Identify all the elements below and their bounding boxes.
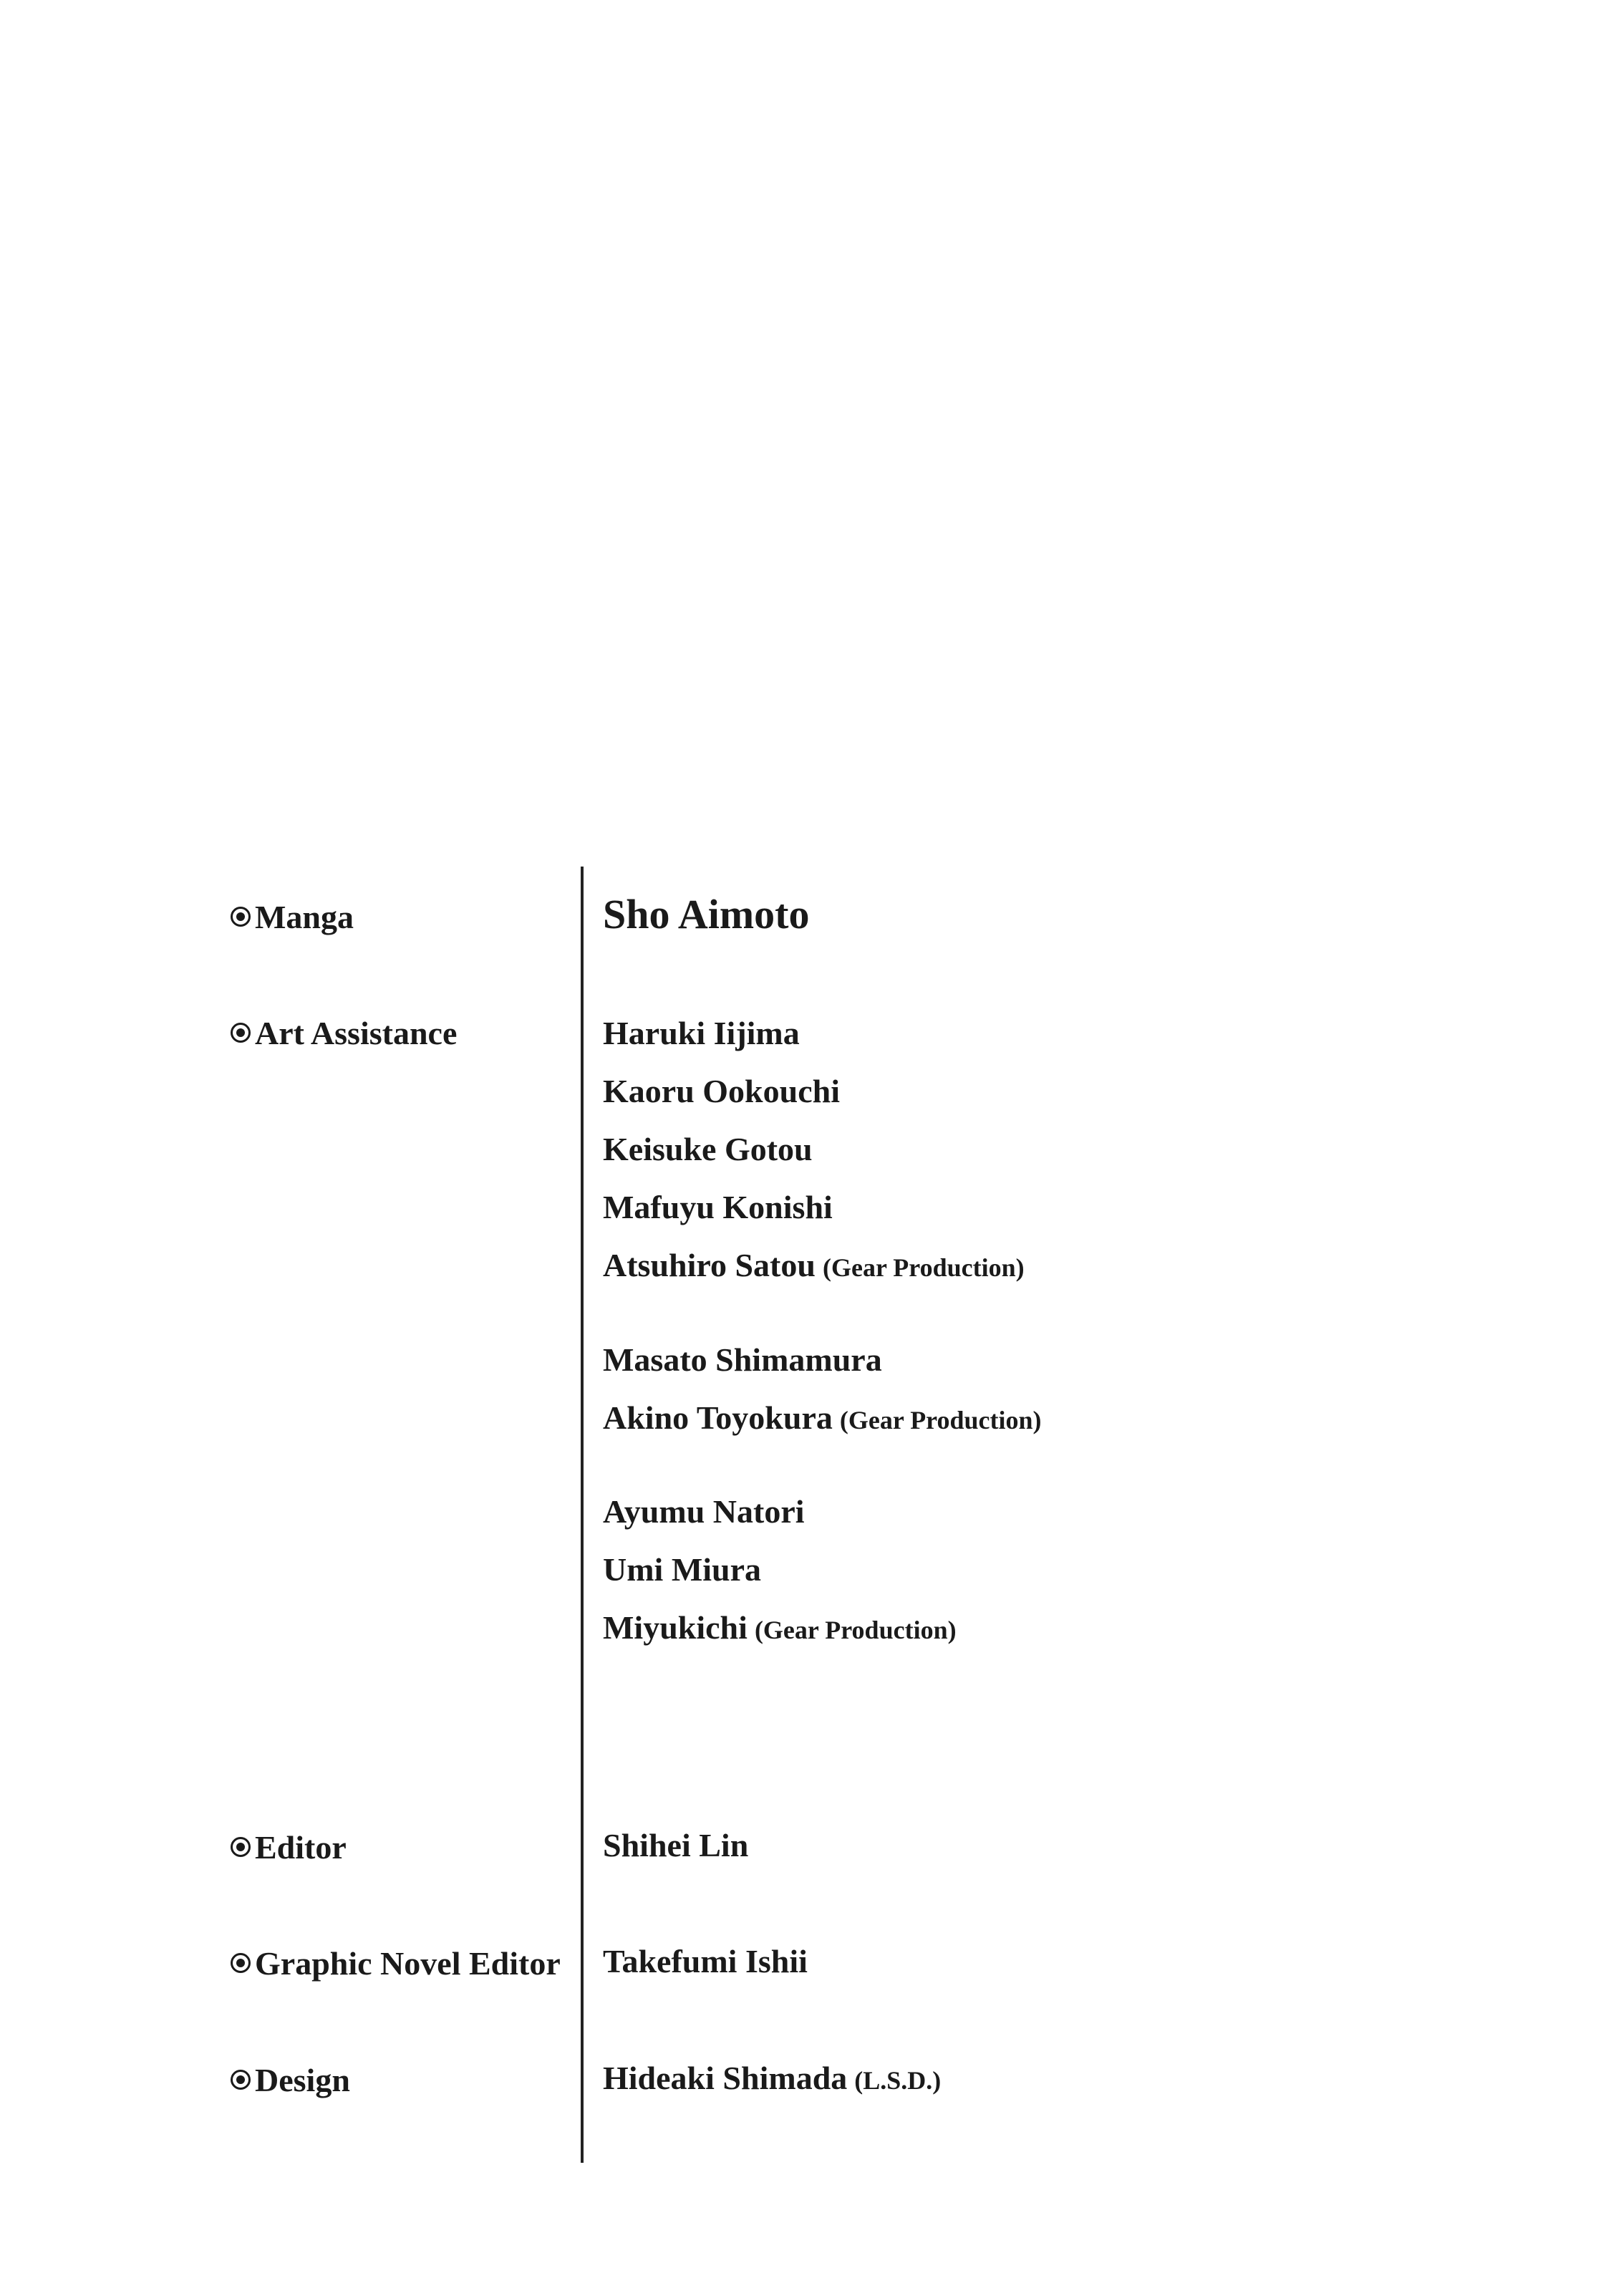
person-name: Miyukichi (603, 1609, 748, 1646)
person-name: Shihei Lin (603, 1827, 749, 1863)
role-art-assistance (231, 1017, 457, 1050)
person-name: Akino Toyokura (603, 1399, 833, 1436)
person-name: Masato Shimamura (603, 1341, 882, 1378)
bullet-icon (231, 1837, 251, 1857)
bullet-icon (231, 1953, 251, 1973)
role-editor (231, 1831, 347, 1864)
credit-name (603, 1945, 808, 1978)
person-name: Ayumu Natori (603, 1493, 805, 1530)
person-name: Umi Miura (603, 1551, 762, 1588)
role-design (231, 2064, 350, 2097)
credit-name (603, 1553, 761, 1586)
person-name: Hideaki Shimada (603, 2060, 848, 2096)
person-name: Kaoru Ookouchi (603, 1073, 841, 1109)
role-label: Art Assistance (255, 1015, 458, 1051)
credit-name (603, 1249, 1025, 1282)
role-graphic-novel-editor (231, 1947, 561, 1980)
role-label: Graphic Novel Editor (255, 1945, 561, 1982)
person-name: Takefumi Ishii (603, 1943, 808, 1979)
credit-name (603, 1399, 1042, 1436)
credit-name (603, 1829, 748, 1862)
role-label: Manga (255, 899, 354, 935)
affiliation: (Gear Production) (754, 1616, 957, 1644)
affiliation: (Gear Production) (822, 1253, 1025, 1282)
bullet-icon (231, 907, 251, 927)
credit-name (603, 1191, 833, 1224)
credit-name (603, 1611, 957, 1644)
vertical-divider (581, 867, 584, 2163)
person-name: Sho Aimoto (603, 891, 810, 937)
affiliation: (L.S.D.) (854, 2066, 942, 2095)
credit-name (603, 1075, 840, 1108)
role-label: Editor (255, 1829, 347, 1866)
affiliation: (Gear Production) (839, 1406, 1042, 1434)
person-name: Keisuke Gotou (603, 1131, 813, 1167)
role-label: Design (255, 2062, 350, 2098)
person-name: Mafuyu Konishi (603, 1189, 833, 1225)
bullet-icon (231, 1023, 251, 1043)
bullet-icon (231, 2070, 251, 2090)
credit-name (603, 1495, 805, 1528)
person-name: Atsuhiro Satou (603, 1247, 816, 1283)
credit-name (603, 891, 810, 937)
person-name: Haruki Iijima (603, 1015, 800, 1051)
role-manga (231, 901, 354, 934)
credit-name (603, 1133, 813, 1166)
credit-name (603, 2062, 941, 2095)
credit-name (603, 1017, 800, 1050)
credit-name (603, 1341, 882, 1378)
